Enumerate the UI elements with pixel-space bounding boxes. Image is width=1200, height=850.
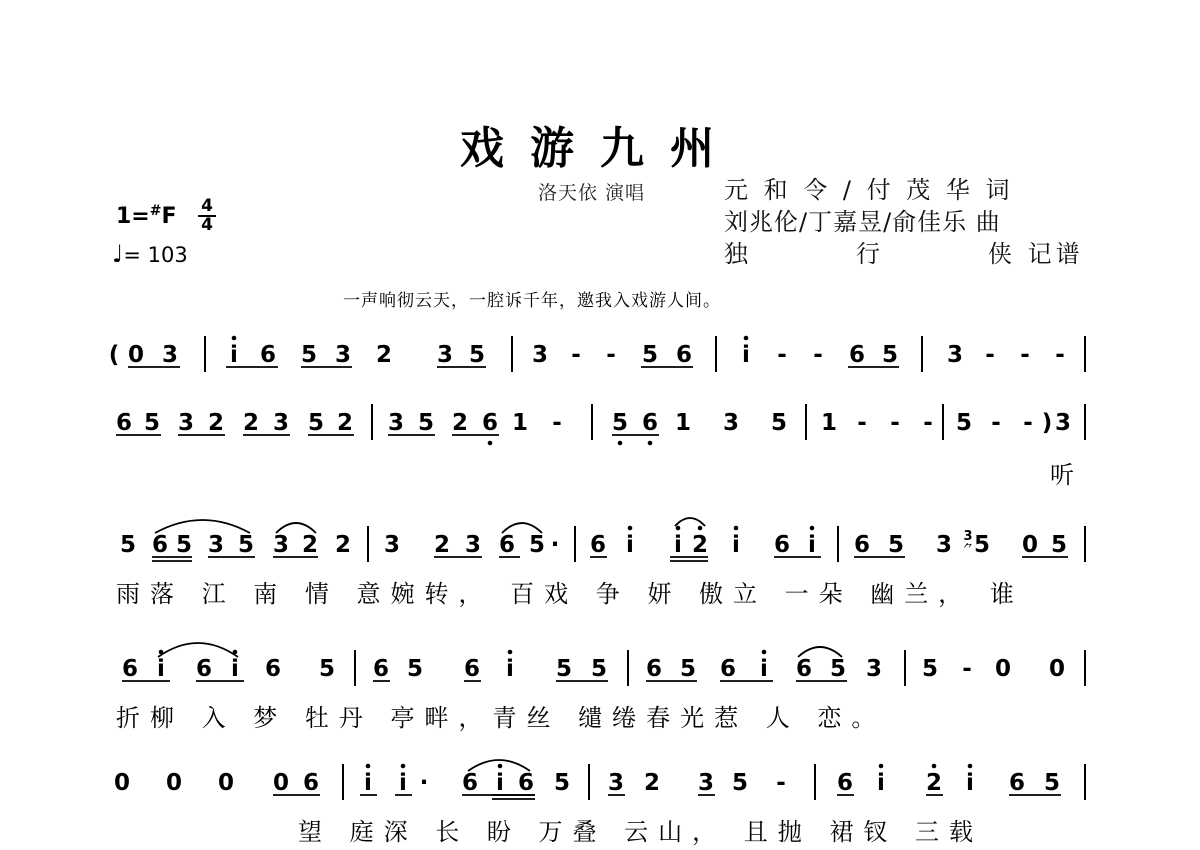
high-octave-dot <box>498 764 503 769</box>
note-glyph: - <box>962 656 972 682</box>
note-glyph: 5 <box>611 410 629 436</box>
note-glyph: 3 <box>436 342 454 368</box>
slur <box>158 643 238 657</box>
note-glyph: 2 <box>375 342 393 368</box>
note-glyph: 6 <box>719 656 737 682</box>
lyric-line-3: 雨落 江 南 情 意婉转， 百戏 争 妍 傲立 一朵 幽兰， 谁 <box>116 580 1024 608</box>
note-glyph: 2 <box>433 532 451 558</box>
note-glyph: 2 <box>242 410 260 436</box>
note-glyph: 5 <box>679 656 697 682</box>
note-glyph: 5 <box>175 532 193 558</box>
note-glyph: 5 <box>973 532 991 558</box>
note-glyph: 2 <box>207 410 225 436</box>
note-glyph: 5 <box>1043 770 1061 796</box>
note-glyph: 6 <box>115 410 133 436</box>
high-octave-dot <box>628 526 633 531</box>
key-signature: 1=#F <box>116 203 177 229</box>
note-glyph: 3 <box>935 532 953 558</box>
note-glyph: 3 <box>722 410 740 436</box>
low-octave-dot <box>648 441 653 446</box>
lyric-line-4: 折柳 入 梦 牡丹 亭畔，青丝 缱绻春光惹 人 恋。 <box>116 704 886 732</box>
note-glyph: 5 <box>119 532 137 558</box>
note-glyph: 5 <box>528 532 546 558</box>
transcriber-credit-3: 侠 记谱 <box>988 240 1084 268</box>
note-glyph: - <box>857 410 867 436</box>
note-glyph: 5 <box>307 410 325 436</box>
note-glyph: 6 <box>302 770 320 796</box>
paren: ( <box>108 342 120 368</box>
note-glyph: · <box>550 532 560 558</box>
note-glyph: - <box>606 342 616 368</box>
note-glyph: 3 <box>272 532 290 558</box>
high-octave-dot <box>366 764 371 769</box>
note-glyph: 6 <box>675 342 693 368</box>
note-glyph: 6 <box>259 342 277 368</box>
high-octave-dot <box>401 764 406 769</box>
note-glyph: i <box>157 656 165 682</box>
high-octave-dot <box>698 526 703 531</box>
note-glyph: 6 <box>463 656 481 682</box>
time-signature: 4 4 <box>196 198 218 234</box>
note-glyph: 3 <box>865 656 883 682</box>
high-octave-dot <box>744 336 749 341</box>
note-glyph: 1 <box>820 410 838 436</box>
note-glyph: 5 <box>555 656 573 682</box>
note-glyph: i <box>808 532 816 558</box>
high-octave-dot <box>932 764 937 769</box>
note-glyph: 3 <box>607 770 625 796</box>
high-octave-dot <box>879 764 884 769</box>
note-glyph: 1 <box>674 410 692 436</box>
note-glyph: 5 <box>955 410 973 436</box>
note-glyph: i <box>626 532 634 558</box>
note-glyph: 6 <box>641 410 659 436</box>
note-glyph: 5 <box>143 410 161 436</box>
note-glyph: 0 <box>1048 656 1066 682</box>
note-glyph: i <box>674 532 682 558</box>
note-glyph: - <box>777 342 787 368</box>
note-glyph: - <box>552 410 562 436</box>
note-glyph: 6 <box>461 770 479 796</box>
note-glyph: 1 <box>511 410 529 436</box>
transcriber-credit-1: 独 <box>724 240 748 268</box>
note-glyph: 0 <box>113 770 131 796</box>
note-glyph: 5 <box>318 656 336 682</box>
note-glyph: 5 <box>770 410 788 436</box>
high-octave-dot <box>810 526 815 531</box>
note-glyph: - <box>985 342 995 368</box>
note-glyph: 0 <box>272 770 290 796</box>
note-glyph: i <box>732 532 740 558</box>
high-octave-dot <box>734 526 739 531</box>
note-glyph: 3 <box>1054 410 1072 436</box>
song-title: 戏游九州 <box>460 123 740 174</box>
note-glyph: 2 <box>925 770 943 796</box>
note-glyph: i <box>966 770 974 796</box>
note-glyph: i <box>742 342 750 368</box>
note-glyph: 0 <box>165 770 183 796</box>
note-glyph: 5 <box>406 656 424 682</box>
transcriber-credit-2: 行 <box>856 240 880 268</box>
high-octave-dot <box>676 526 681 531</box>
note-glyph: 3 <box>531 342 549 368</box>
note-glyph: 3 <box>464 532 482 558</box>
note-glyph: i <box>506 656 514 682</box>
note-glyph: 5 <box>553 770 571 796</box>
note-glyph: 5 <box>417 410 435 436</box>
note-glyph: 3 <box>272 410 290 436</box>
note-glyph: 6 <box>1008 770 1026 796</box>
note-glyph: - <box>991 410 1001 436</box>
note-glyph: 6 <box>498 532 516 558</box>
note-glyph: ) <box>1041 410 1053 436</box>
note-glyph: 3 <box>697 770 715 796</box>
note-glyph: 6 <box>517 770 535 796</box>
note-glyph: i <box>760 656 768 682</box>
note-glyph: - <box>1055 342 1065 368</box>
grace-note: 3 <box>963 529 973 544</box>
note-glyph: 5 <box>237 532 255 558</box>
note-glyph: 6 <box>372 656 390 682</box>
note-glyph: 6 <box>481 410 499 436</box>
note-glyph: 6 <box>848 342 866 368</box>
note-glyph: 5 <box>300 342 318 368</box>
note-glyph: 5 <box>1050 532 1068 558</box>
note-glyph: 5 <box>881 342 899 368</box>
low-octave-dot <box>488 441 493 446</box>
note-glyph: 2 <box>336 410 354 436</box>
note-glyph: - <box>1020 342 1030 368</box>
note-glyph: 6 <box>645 656 663 682</box>
note-glyph: 6 <box>853 532 871 558</box>
note-glyph: 2 <box>691 532 709 558</box>
note-glyph: 5 <box>921 656 939 682</box>
note-glyph: - <box>776 770 786 796</box>
note-glyph: 3 <box>946 342 964 368</box>
note-glyph: 0 <box>1021 532 1039 558</box>
note-glyph: - <box>923 410 933 436</box>
note-glyph: 6 <box>589 532 607 558</box>
note-glyph: 6 <box>121 656 139 682</box>
note-glyph: · <box>419 770 429 796</box>
lyricist-credit: 元 和 令 / 付 茂 华 词 <box>724 176 1014 204</box>
tempo-marking: ♩= 103 <box>112 240 188 268</box>
note-glyph: - <box>1023 410 1033 436</box>
note-glyph: 6 <box>151 532 169 558</box>
note-glyph: i <box>399 770 407 796</box>
note-glyph: 3 <box>161 342 179 368</box>
note-glyph: 3 <box>387 410 405 436</box>
note-glyph: 5 <box>887 532 905 558</box>
composer-credit: 刘兆伦/丁嘉昱/俞佳乐 曲 <box>724 208 1001 236</box>
high-octave-dot <box>762 650 767 655</box>
slur <box>155 520 250 533</box>
note-glyph: 5 <box>590 656 608 682</box>
high-octave-dot <box>508 650 513 655</box>
low-octave-dot <box>618 441 623 446</box>
note-glyph: 0 <box>217 770 235 796</box>
note-glyph: 6 <box>773 532 791 558</box>
note-glyph: 0 <box>127 342 145 368</box>
note-glyph: 6 <box>836 770 854 796</box>
note-glyph: - <box>890 410 900 436</box>
note-glyph: 2 <box>451 410 469 436</box>
note-glyph: 2 <box>334 532 352 558</box>
note-glyph: 5 <box>731 770 749 796</box>
singer-credit: 洛天依 演唱 <box>538 182 646 204</box>
note-glyph: - <box>813 342 823 368</box>
note-glyph: 3 <box>177 410 195 436</box>
note-glyph: 3 <box>207 532 225 558</box>
note-glyph: 6 <box>195 656 213 682</box>
note-glyph: i <box>230 342 238 368</box>
note-glyph: i <box>364 770 372 796</box>
grace-mark: ⺈ <box>963 544 973 554</box>
note-glyph: 6 <box>264 656 282 682</box>
note-glyph: 5 <box>829 656 847 682</box>
note-glyph: i <box>877 770 885 796</box>
note-glyph: - <box>571 342 581 368</box>
lyric-line-2: 听 <box>1050 461 1074 489</box>
note-glyph: i <box>496 770 504 796</box>
high-octave-dot <box>232 336 237 341</box>
note-glyph: 2 <box>643 770 661 796</box>
note-glyph: 0 <box>994 656 1012 682</box>
slur <box>675 518 705 526</box>
note-glyph: 3 <box>383 532 401 558</box>
note-glyph: 2 <box>301 532 319 558</box>
note-glyph: 5 <box>468 342 486 368</box>
note-glyph: 3 <box>334 342 352 368</box>
high-octave-dot <box>968 764 973 769</box>
note-glyph: 6 <box>795 656 813 682</box>
note-glyph: 5 <box>641 342 659 368</box>
note-glyph: i <box>231 656 239 682</box>
lyric-line-5: 望 庭深 长 盼 万叠 云山， 且抛 裙钗 三载 <box>298 818 984 846</box>
intro-text: 一声响彻云天，一腔诉千年，邀我入戏游人间。 <box>343 291 721 311</box>
